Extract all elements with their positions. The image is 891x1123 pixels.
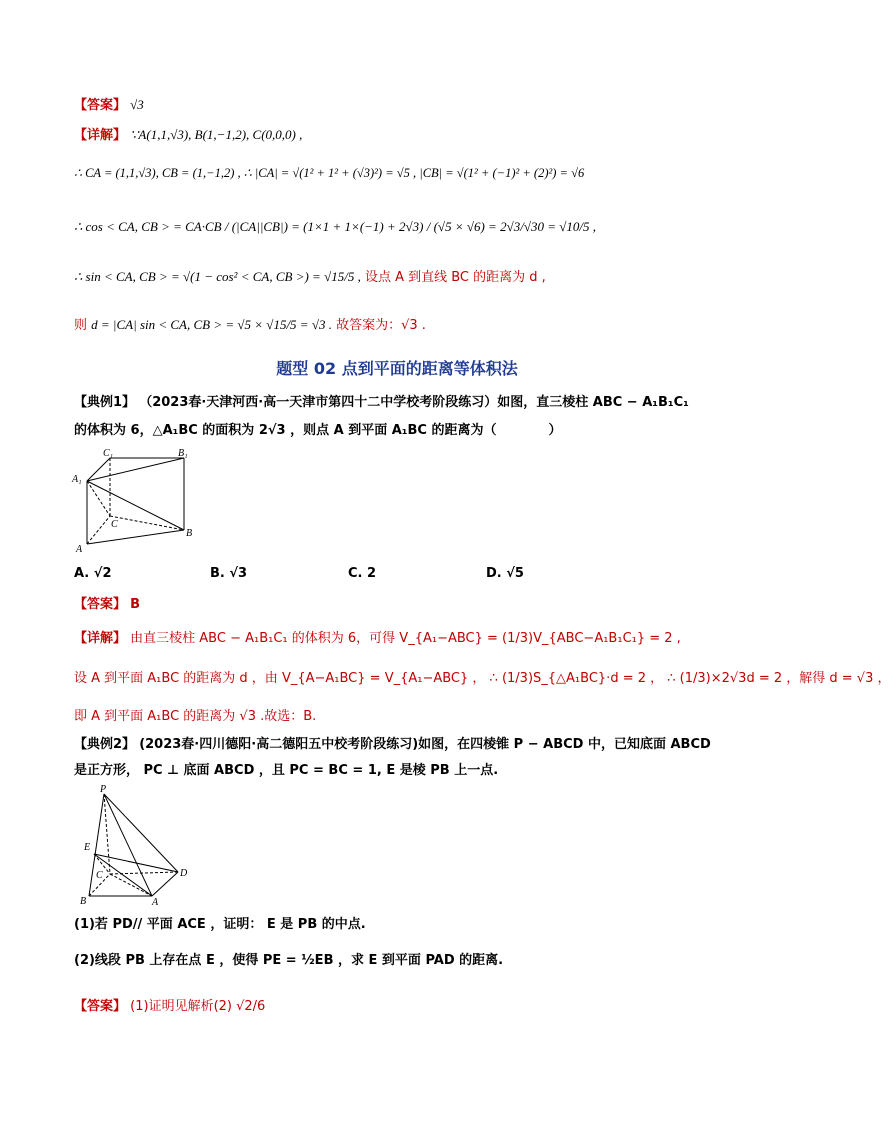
section-title: 题型 02 点到平面的距离等体积法 — [276, 359, 518, 378]
example1-detail-1 — [74, 630, 681, 648]
example2-answer — [74, 998, 265, 1016]
prism-figure — [70, 448, 200, 558]
example1-detail-3: 即 A 到平面 A₁BC 的距离为 √3 .故选：B. — [74, 709, 317, 724]
label-c1: C₁ — [103, 448, 114, 459]
label-b1: B₁ — [178, 448, 188, 459]
sin-formula: ∴ sin < CA, CB > = √(1 − cos² < CA, CB >) = √15/5 , — [74, 269, 361, 284]
distance-tail: 故答案为：√3 . — [336, 318, 426, 333]
vector-line: ∴ CA = (1,1,√3), CB = (1,−1,2) , ∴ |CA| = √(1² + 1² + (√3)²) = √5 , |CB| = √(1² + (−1)² + (2)²) = √6 — [74, 166, 585, 180]
cos-line: ∴ cos < CA, CB > = CA·CB / (|CA||CB|) = (1×1 + 1×(−1) + 2√3) / (√5 × √6) = 2√3/√30 = √10/5 , — [74, 219, 596, 234]
detail-line-1 — [74, 126, 302, 145]
label-c: C — [96, 870, 103, 881]
example1-answer-value: B — [130, 597, 141, 612]
label-p: P — [100, 784, 107, 795]
option-a: A. √2 — [74, 566, 112, 581]
example1-detail-text: 由直三棱柱 ABC − A₁B₁C₁ 的体积为 6，可得 V_{A₁−ABC} = (1/3)V_{ABC−A₁B₁C₁} = 2 , — [130, 631, 681, 646]
example2-source: (2023春·四川德阳·高二德阳五中校考阶段练习)如图，在四棱锥 P − ABCD 中，已知底面 ABCD — [139, 737, 711, 752]
question-2: (2)线段 PB 上存在点 E ，使得 PE = ½EB ，求 E 到平面 PAD 的距离. — [74, 953, 504, 968]
label-c: C — [111, 519, 118, 530]
example1-detail-2: 设 A 到平面 A₁BC 的距离为 d ，由 V_{A−A₁BC} = V_{A₁−ABC} ， ∴ (1/3)S_{△A₁BC}·d = 2 ， ∴ (1/3)×2√3d = 2 ，解得 d = √3 ， — [74, 671, 891, 686]
example2-answer-tag: 【答案】 — [74, 999, 127, 1014]
answer-value: √3 — [130, 97, 144, 112]
distance-formula: d = |CA| sin < CA, CB > = √5 × √15/5 = √3 . — [91, 317, 332, 332]
distance-prefix: 则 — [74, 318, 88, 333]
example2-header — [74, 736, 711, 754]
sin-text: 设点 A 到直线 BC 的距离为 d , — [364, 270, 546, 285]
pyramid-figure — [80, 786, 200, 906]
detail-text: ∵A(1,1,√3), B(1,−1,2), C(0,0,0) , — [130, 127, 303, 142]
answer-line-1 — [74, 96, 144, 115]
label-e: E — [84, 842, 91, 853]
example1-detail-tag: 【详解】 — [74, 631, 127, 646]
option-d: D. √5 — [486, 566, 524, 581]
example1-answer-tag: 【答案】 — [74, 597, 127, 612]
label-a1: A₁ — [72, 474, 82, 485]
label-a: A — [76, 544, 83, 555]
example1-source: （2023春·天津河西·高一天津市第四十二中学校考阶段练习）如图，直三棱柱 ABC − A₁B₁C₁ — [139, 395, 689, 410]
label-b: B — [186, 528, 193, 539]
answer-tag: 【答案】 — [74, 98, 127, 113]
label-a: A — [152, 897, 159, 908]
example1-tag: 【典例1】 — [74, 395, 136, 410]
sin-line — [74, 268, 546, 287]
detail-tag: 【详解】 — [74, 128, 127, 143]
example2-tag: 【典例2】 — [74, 737, 136, 752]
example2-line2: 是正方形， PC ⊥ 底面 ABCD ，且 PC = BC = 1, E 是棱 PB 上一点. — [74, 763, 499, 778]
distance-line — [74, 316, 426, 335]
label-b: B — [80, 896, 87, 907]
example1-answer — [74, 596, 140, 614]
example2-answer-value: (1)证明见解析(2) √2/6 — [130, 999, 266, 1014]
example1-header — [74, 394, 689, 412]
option-b: B. √3 — [210, 566, 248, 581]
example1-line2: 的体积为 6，△A₁BC 的面积为 2√3 ，则点 A 到平面 A₁BC 的距离为（ ） — [74, 423, 562, 438]
label-d: D — [180, 868, 188, 879]
option-c: C. 2 — [348, 566, 377, 581]
question-1: (1)若 PD// 平面 ACE ，证明： E 是 PB 的中点. — [74, 917, 366, 932]
